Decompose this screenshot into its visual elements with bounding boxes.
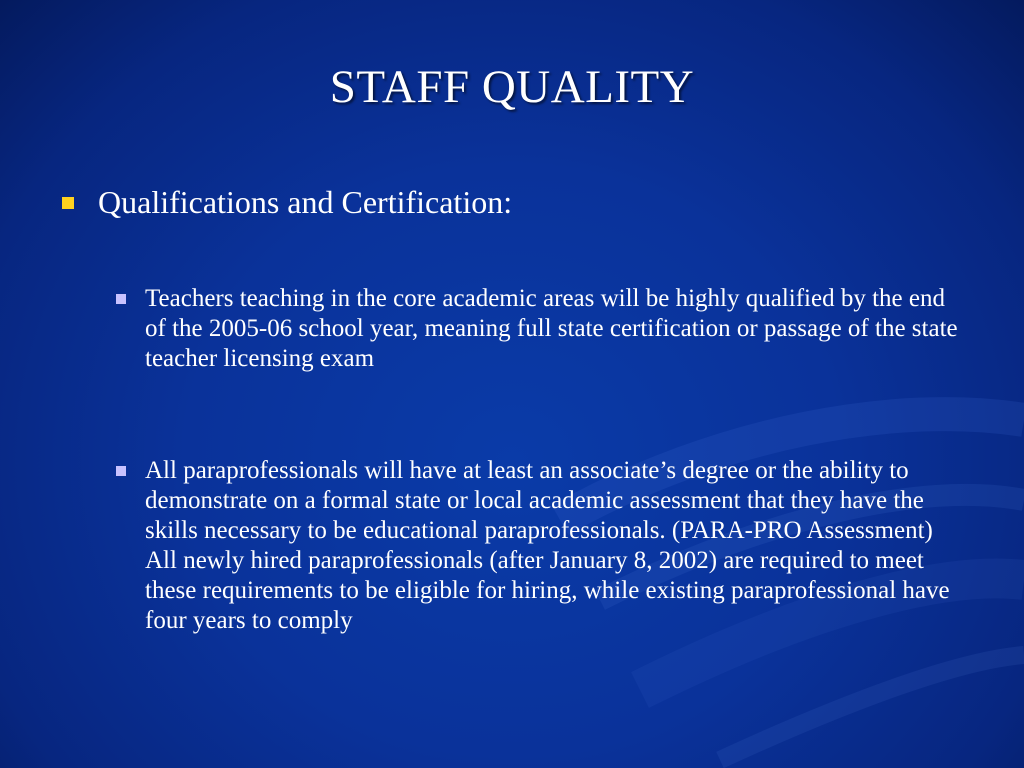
square-bullet-icon — [116, 294, 126, 304]
sub-bullet-teachers — [116, 284, 966, 374]
main-bullet — [62, 184, 962, 221]
square-bullet-icon — [116, 466, 126, 476]
sub-bullet-text: All paraprofessionals will have at least an associate’s degree or the ability to demonstrate on a formal state or local academic assessment that they have the skills necessary to be educational paraprofessionals. (PARA-PRO Assessment) All newly hired paraprofessionals (after January 8, 2002) are required to meet these requirements to be eligible for hiring, while existing paraprofessional have four years to comply — [145, 457, 950, 634]
square-bullet-icon — [62, 197, 74, 209]
sub-bullet-text: Teachers teaching in the core academic areas will be highly qualified by the end of the 2005-06 school year, meaning full state certification or passage of the state teacher licensing exam — [145, 285, 958, 372]
sub-bullet-paraprofessionals — [116, 456, 966, 636]
main-bullet-text: Qualifications and Certification: — [98, 184, 513, 220]
slide-title: STAFF QUALITY — [329, 61, 695, 113]
